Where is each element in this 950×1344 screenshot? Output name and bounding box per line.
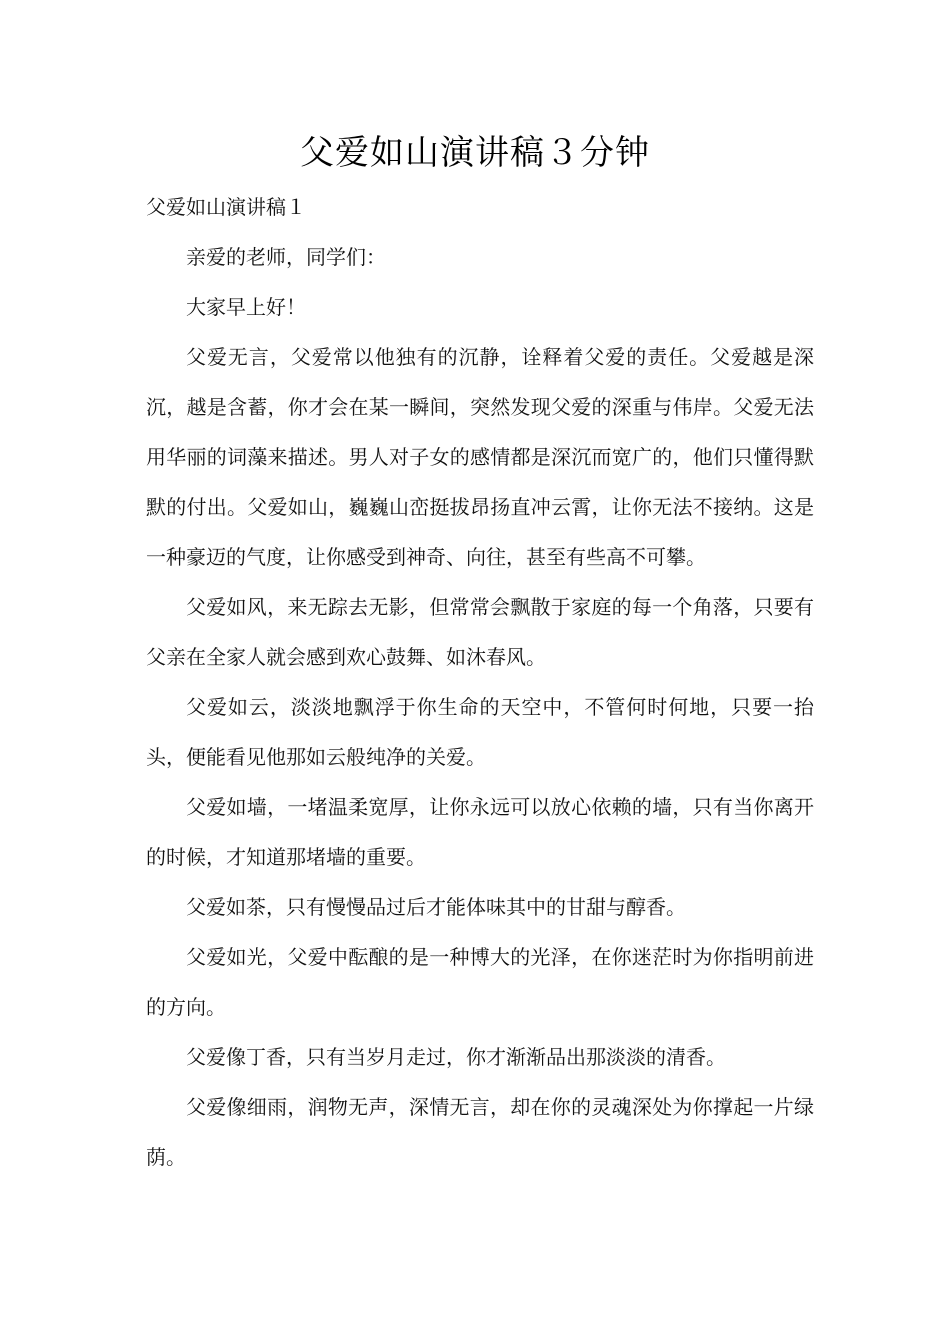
section-heading: 父爱如山演讲稿１ bbox=[146, 195, 306, 219]
body-paragraph: 父爱如云，淡淡地飘浮于你生命的天空中，不管何时何地，只要一抬头，便能看见他那如云般纯净的关爱。 bbox=[146, 695, 814, 769]
document-title: 父爱如山演讲稿３分钟 bbox=[300, 133, 650, 173]
body-paragraph: 父爱如光，父爱中酝酿的是一种博大的光泽，在你迷茫时为你指明前进的方向。 bbox=[146, 945, 814, 1019]
salutation-paragraph: 亲爱的老师，同学们： bbox=[186, 245, 386, 269]
body-paragraph: 父爱如茶，只有慢慢品过后才能体味其中的甘甜与醇香。 bbox=[186, 895, 686, 919]
greeting-paragraph: 大家早上好！ bbox=[186, 295, 306, 319]
body-paragraph: 父爱像细雨，润物无声，深情无言，却在你的灵魂深处为你撑起一片绿荫。 bbox=[146, 1095, 814, 1169]
body-paragraph: 父爱像丁香，只有当岁月走过，你才渐渐品出那淡淡的清香。 bbox=[186, 1045, 726, 1069]
body-paragraph: 父爱无言，父爱常以他独有的沉静，诠释着父爱的责任。父爱越是深沉，越是含蓄，你才会在某一瞬间，突然发现父爱的深重与伟岸。父爱无法用华丽的词藻来描述。男人对子女的感情都是深沉而宽广的，他们只懂得默默的付出。父爱如山，巍巍山峦挺拔昂扬直冲云霄，让你无法不接纳。这是一种豪迈的气度，让你感受到神奇、向往，甚至有些高不可攀。 bbox=[146, 345, 814, 569]
body-paragraph: 父爱如墙，一堵温柔宽厚，让你永远可以放心依赖的墙，只有当你离开的时候，才知道那堵墙的重要。 bbox=[146, 795, 814, 869]
body-paragraph: 父爱如风，来无踪去无影，但常常会飘散于家庭的每一个角落，只要有父亲在全家人就会感到欢心鼓舞、如沐春风。 bbox=[146, 595, 814, 669]
document-body bbox=[146, 182, 814, 1182]
